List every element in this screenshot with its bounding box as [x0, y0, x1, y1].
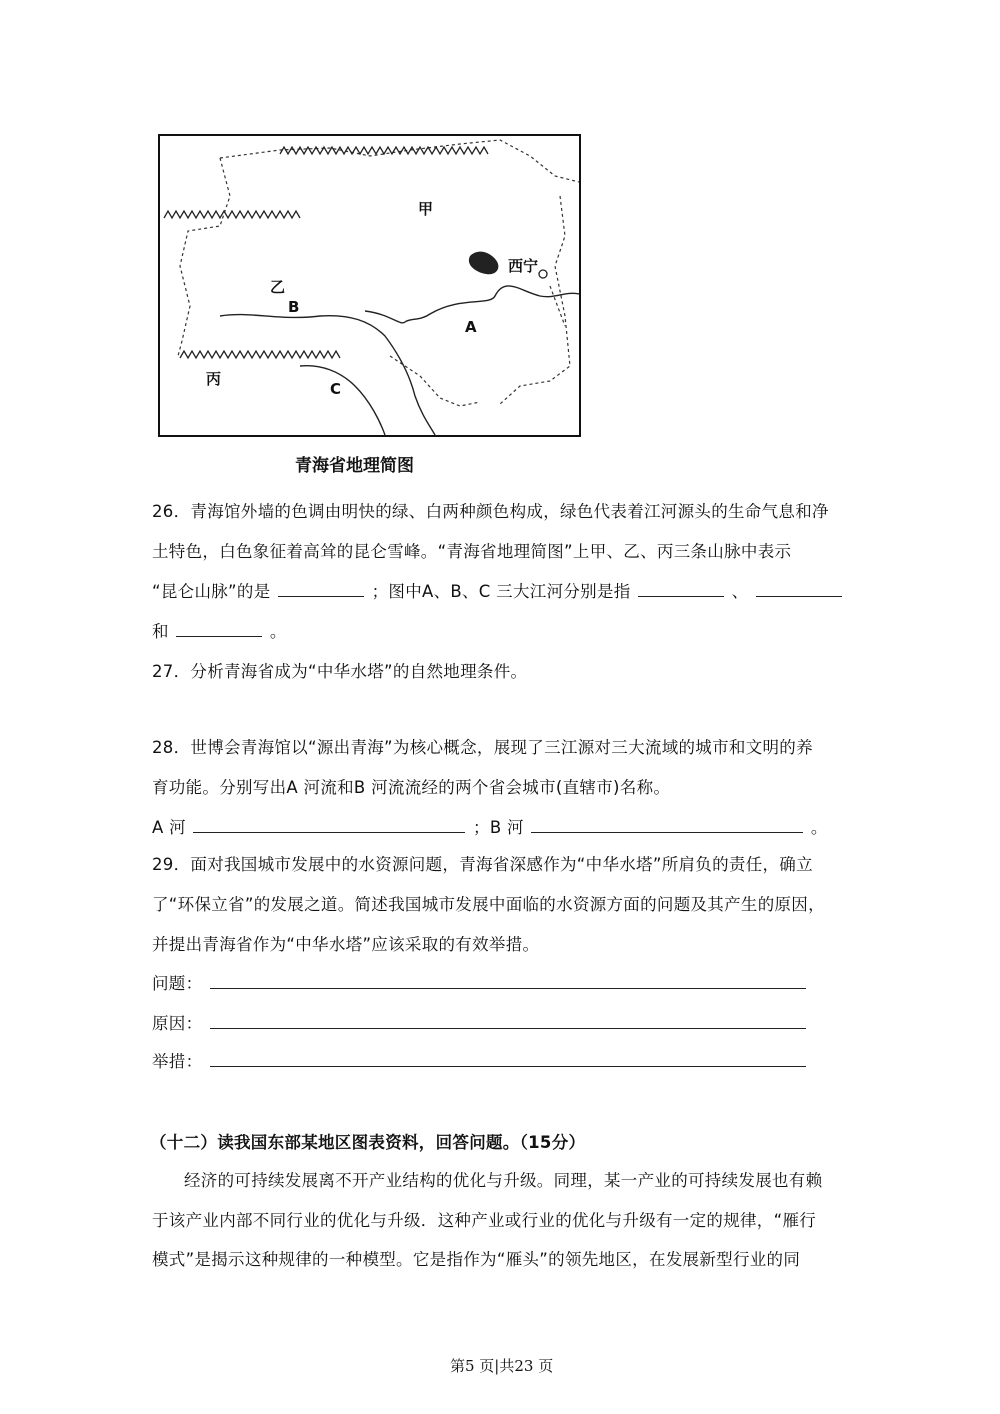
east-inner-boundary — [550, 286, 565, 326]
map-caption: 青海省地理简图 — [295, 456, 414, 476]
qinghai-lake — [469, 252, 499, 275]
label-c: C — [330, 380, 342, 398]
q29-problem-label: 问题： — [152, 974, 203, 993]
answer-blank-river-a[interactable] — [638, 582, 724, 597]
answer-blank-river-c[interactable] — [176, 622, 262, 637]
mountain-ranges — [164, 147, 488, 358]
q29-reason-label: 原因： — [152, 1014, 203, 1033]
east-boundary — [500, 196, 570, 404]
xining-city-marker — [539, 270, 547, 278]
q28-answer-line — [152, 814, 828, 838]
q26-line1: 26．青海馆外墙的色调由明快的绿、白两种颜色构成，绿色代表着江河源头的生命气息和净 — [152, 502, 829, 521]
qinghai-map — [158, 134, 581, 437]
label-xining: 西宁 — [508, 257, 539, 275]
q28-b-label: ；B 河 — [473, 818, 524, 837]
answer-blank-b-river-cities[interactable] — [531, 818, 803, 833]
river-b — [220, 315, 435, 435]
mountain-yi — [164, 211, 300, 218]
rivers — [220, 286, 579, 435]
answer-blank-river-b[interactable] — [756, 582, 842, 597]
q28-line2: 育功能。分别写出A 河流和B 河流流经的两个省会城市(直辖市)名称。 — [152, 778, 671, 797]
answer-blank-a-river-cities[interactable] — [193, 818, 465, 833]
section12-para-line3: 模式”是揭示这种规律的一种模型。它是指作为“雁头”的领先地区，在发展新型行业的同 — [152, 1250, 801, 1269]
section12-para-line2: 于该产业内部不同行业的优化与升级．这种产业或行业的优化与升级有一定的规律，“雁行 — [152, 1211, 817, 1230]
south-boundary — [390, 356, 480, 406]
label-a: A — [465, 318, 477, 336]
label-b: B — [288, 298, 300, 316]
label-bing: 丙 — [206, 370, 222, 388]
answer-blank-kunlun[interactable] — [278, 582, 364, 597]
q26-line4-text-b: 。 — [269, 622, 287, 641]
page-number: 第5 页|共23 页 — [450, 1357, 554, 1375]
q28-end: 。 — [810, 818, 828, 837]
q29-measure-label: 举措： — [152, 1052, 203, 1071]
q29-line1: 29．面对我国城市发展中的水资源问题，青海省深感作为“中华水塔”所肩负的责任，确立 — [152, 855, 813, 874]
q26-line3-text-a: “昆仑山脉”的是 — [152, 582, 271, 601]
q29-measure-row — [152, 1048, 808, 1072]
label-jia: 甲 — [418, 200, 434, 218]
q29-problem-row — [152, 970, 808, 994]
q26-line3 — [152, 578, 844, 602]
q28-line1: 28．世博会青海馆以“源出青海”为核心概念，展现了三江源对三大流域的城市和文明的养 — [152, 738, 813, 757]
west-boundary — [178, 158, 230, 356]
section12-para-line1: 经济的可持续发展离不开产业结构的优化与升级。同理，某一产业的可持续发展也有赖 — [184, 1171, 823, 1190]
river-c — [300, 366, 385, 435]
q29-line3: 并提出青海省作为“中华水塔”应该采取的有效举措。 — [152, 935, 540, 954]
map-drawing — [160, 136, 579, 435]
q28-a-label: A 河 — [152, 818, 186, 837]
q26-line3-text-c: 、 — [731, 582, 749, 601]
q26-line3-text-b: ；图中A、B、C 三大江河分别是指 — [371, 582, 631, 601]
answer-blank-reason[interactable] — [210, 1014, 806, 1029]
q29-line2: 了“环保立省”的发展之道。简述我国城市发展中面临的水资源方面的问题及其产生的原因， — [152, 895, 825, 914]
section12-heading: （十二）读我国东部某地区图表资料，回答问题。（15分） — [150, 1133, 586, 1152]
mountain-jia — [280, 147, 488, 154]
answer-blank-problem[interactable] — [210, 974, 806, 989]
north-boundary — [220, 140, 579, 182]
label-yi: 乙 — [270, 278, 286, 296]
q27-line1: 27．分析青海省成为“中华水塔”的自然地理条件。 — [152, 662, 528, 681]
mountain-bing — [180, 351, 340, 358]
q26-line4-text-a: 和 — [152, 622, 169, 641]
q26-line4 — [152, 618, 287, 642]
q29-reason-row — [152, 1010, 808, 1034]
answer-blank-measure[interactable] — [210, 1052, 806, 1067]
q26-line2: 土特色，白色象征着高耸的昆仑雪峰。“青海省地理简图”上甲、乙、丙三条山脉中表示 — [152, 542, 792, 561]
